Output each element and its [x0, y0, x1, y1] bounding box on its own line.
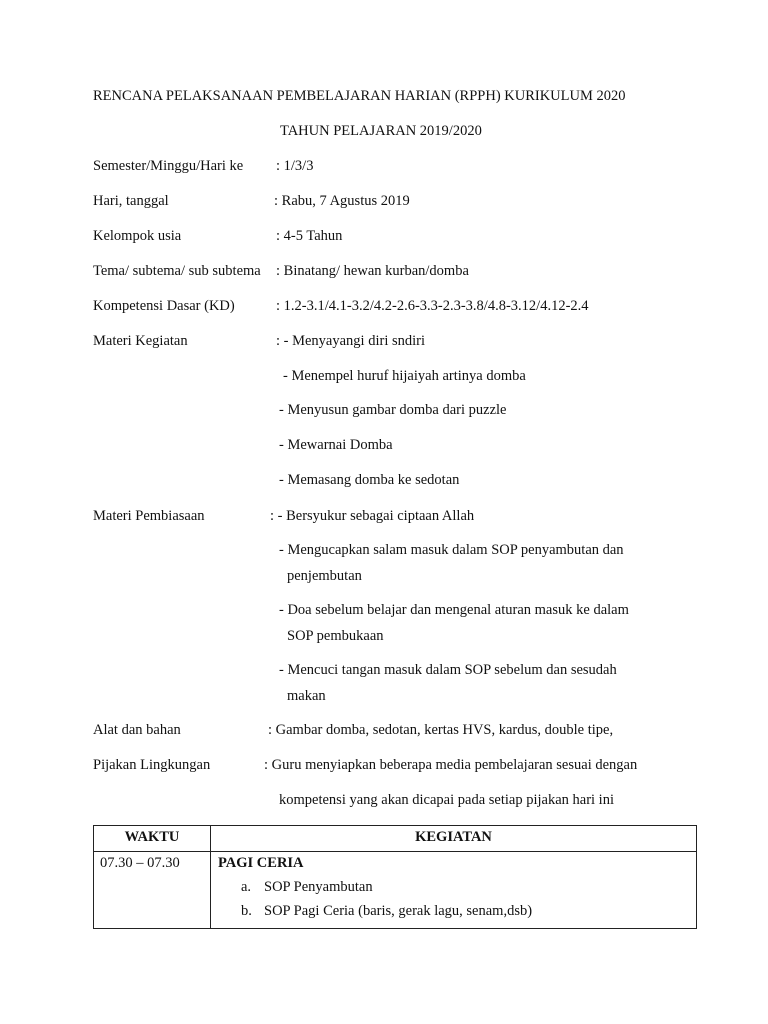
document-subtitle: TAHUN PELAJARAN 2019/2020	[280, 123, 482, 139]
list-marker: b.	[241, 903, 252, 919]
field-label-kd: Kompetensi Dasar (KD)	[93, 298, 235, 314]
field-label-pijakan-lingkungan: Pijakan Lingkungan	[93, 757, 211, 773]
field-label-materi-kegiatan: Materi Kegiatan	[93, 333, 188, 349]
materi-pembiasaan-item-continuation: penjembutan	[287, 568, 362, 584]
field-label-kelompok-usia: Kelompok usia	[93, 228, 182, 244]
field-label-alat-bahan: Alat dan bahan	[93, 722, 181, 738]
field-label-tema: Tema/ subtema/ sub subtema	[93, 263, 261, 279]
field-label-hari-tanggal: Hari, tanggal	[93, 193, 169, 209]
kegiatan-item	[211, 903, 696, 920]
table-row	[94, 852, 697, 929]
field-value-pijakan-lingkungan: : Guru menyiapkan beberapa media pembelajaran sesuai dengan	[264, 757, 638, 773]
field-label-materi-pembiasaan: Materi Pembiasaan	[93, 508, 205, 524]
materi-pembiasaan-item-continuation: SOP pembukaan	[287, 628, 384, 644]
field-value-kd: : 1.2-3.1/4.1-3.2/4.2-2.6-3.3-2.3-3.8/4.8-3.12/4.12-2.4	[276, 298, 589, 314]
kegiatan-item	[211, 879, 696, 896]
field-label-semester: Semester/Minggu/Hari ke	[93, 158, 244, 174]
kegiatan-item-text: SOP Penyambutan	[264, 879, 373, 895]
schedule-table	[93, 825, 697, 929]
field-value-materi-kegiatan: : - Menyayangi diri sndiri	[276, 333, 426, 349]
field-value-semester: : 1/3/3	[276, 158, 314, 174]
materi-pembiasaan-item: - Mengucapkan salam masuk dalam SOP penyambutan dan	[279, 542, 624, 558]
header-kegiatan: KEGIATAN	[211, 826, 697, 852]
cell-kegiatan	[211, 852, 697, 929]
list-marker: a.	[241, 879, 252, 895]
materi-kegiatan-item: - Menyusun gambar domba dari puzzle	[279, 402, 507, 418]
document-title: RENCANA PELAKSANAAN PEMBELAJARAN HARIAN (RPPH) KURIKULUM 2020	[93, 88, 626, 104]
table-header-row	[94, 826, 697, 852]
field-value-materi-pembiasaan: : - Bersyukur sebagai ciptaan Allah	[270, 508, 475, 524]
field-value-kelompok-usia: : 4-5 Tahun	[276, 228, 343, 244]
materi-kegiatan-item: - Menempel huruf hijaiyah artinya domba	[283, 368, 526, 384]
cell-waktu: 07.30 – 07.30	[94, 852, 211, 929]
header-waktu: WAKTU	[94, 826, 211, 852]
pijakan-lingkungan-continuation: kompetensi yang akan dicapai pada setiap pijakan hari ini	[279, 792, 614, 808]
field-value-hari-tanggal: : Rabu, 7 Agustus 2019	[274, 193, 410, 209]
materi-pembiasaan-item-continuation: makan	[287, 688, 326, 704]
materi-pembiasaan-item: - Doa sebelum belajar dan mengenal aturan masuk ke dalam	[279, 602, 629, 618]
materi-pembiasaan-item: - Mencuci tangan masuk dalam SOP sebelum dan sesudah	[279, 662, 617, 678]
kegiatan-item-text: SOP Pagi Ceria (baris, gerak lagu, senam,dsb)	[264, 903, 533, 919]
materi-kegiatan-item: - Memasang domba ke sedotan	[279, 472, 460, 488]
field-value-alat-bahan: : Gambar domba, sedotan, kertas HVS, kardus, double tipe,	[268, 722, 614, 738]
kegiatan-title: PAGI CERIA	[218, 855, 304, 871]
field-value-tema: : Binatang/ hewan kurban/domba	[276, 263, 469, 279]
materi-kegiatan-item: - Mewarnai Domba	[279, 437, 393, 453]
